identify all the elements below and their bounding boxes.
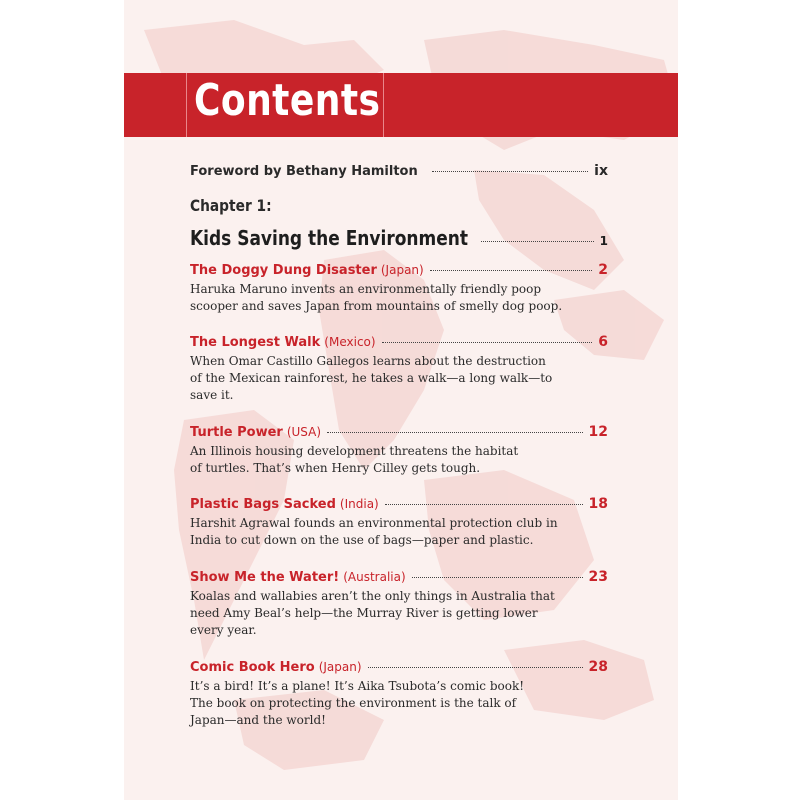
- toc-entry-story: [190, 569, 608, 585]
- toc-entry-story: [190, 424, 608, 440]
- story-page: 2: [598, 262, 608, 278]
- dot-leader: [327, 432, 582, 433]
- story-page: 12: [588, 424, 608, 440]
- chapter-title: Kids Saving the Environment: [190, 226, 468, 250]
- dot-leader: [412, 577, 583, 578]
- story-country: (Australia): [343, 570, 406, 584]
- dot-leader: [432, 171, 588, 172]
- contents-banner: [124, 73, 678, 137]
- description-line: The book on protecting the environment is the talk of: [190, 696, 517, 710]
- toc-entry-story: [190, 334, 608, 350]
- description-line: Japan—and the world!: [190, 713, 326, 727]
- story-description: [190, 678, 600, 729]
- story-description: [190, 515, 600, 549]
- story-description: [190, 281, 600, 315]
- story-description: [190, 588, 600, 639]
- story-page: 23: [588, 569, 608, 585]
- story-title: Show Me the Water!: [190, 570, 340, 585]
- description-line: every year.: [190, 623, 257, 637]
- story-title: Turtle Power: [190, 425, 283, 440]
- dot-leader: [382, 342, 593, 343]
- description-line: An Illinois housing development threatens the habitat: [190, 444, 519, 458]
- description-line: India to cut down on the use of bags—paper and plastic.: [190, 533, 534, 547]
- chapter-label: Chapter 1:: [190, 196, 272, 215]
- story-title: Comic Book Hero: [190, 660, 315, 675]
- chapter-page: 1: [599, 234, 608, 248]
- toc-entry-story: [190, 262, 608, 278]
- story-country: (USA): [286, 425, 322, 439]
- story-description: [190, 353, 600, 404]
- story-title: The Doggy Dung Disaster: [190, 263, 377, 278]
- dot-leader: [385, 504, 583, 505]
- description-line: It’s a bird! It’s a plane! It’s Aika Tsubota’s comic book!: [190, 679, 525, 693]
- story-title: The Longest Walk: [190, 335, 321, 350]
- story-page: 28: [588, 659, 608, 675]
- description-line: When Omar Castillo Gallegos learns about the destruction: [190, 354, 546, 368]
- toc-entry-chapter: [190, 226, 608, 250]
- description-line: need Amy Beal’s help—the Murray River is getting lower: [190, 606, 538, 620]
- foreword-label: Foreword by Bethany Hamilton: [190, 164, 418, 179]
- story-country: (Japan): [318, 660, 362, 674]
- description-line: of the Mexican rainforest, he takes a walk—a long walk—to: [190, 371, 553, 385]
- toc-entry-foreword: [190, 163, 608, 179]
- description-line: of turtles. That’s when Henry Cilley gets tough.: [190, 461, 481, 475]
- story-country: (Japan): [380, 263, 424, 277]
- description-line: Haruka Maruno invents an environmentally friendly poop: [190, 282, 542, 296]
- foreword-page: ix: [594, 163, 608, 179]
- toc-entry-story: [190, 659, 608, 675]
- dot-leader: [481, 241, 594, 242]
- description-line: scooper and saves Japan from mountains of smelly dog poop.: [190, 299, 563, 313]
- page-title: Contents: [194, 75, 381, 126]
- story-page: 6: [598, 334, 608, 350]
- story-page: 18: [588, 496, 608, 512]
- story-country: (India): [339, 497, 379, 511]
- description-line: Koalas and wallabies aren’t the only things in Australia that: [190, 589, 555, 603]
- story-country: (Mexico): [324, 335, 376, 349]
- story-description: [190, 443, 600, 477]
- dot-leader: [430, 270, 593, 271]
- toc-entry-story: [190, 496, 608, 512]
- description-line: save it.: [190, 388, 234, 402]
- description-line: Harshit Agrawal founds an environmental protection club in: [190, 516, 558, 530]
- dot-leader: [368, 667, 583, 668]
- story-title: Plastic Bags Sacked: [190, 497, 336, 512]
- book-page: [124, 0, 678, 800]
